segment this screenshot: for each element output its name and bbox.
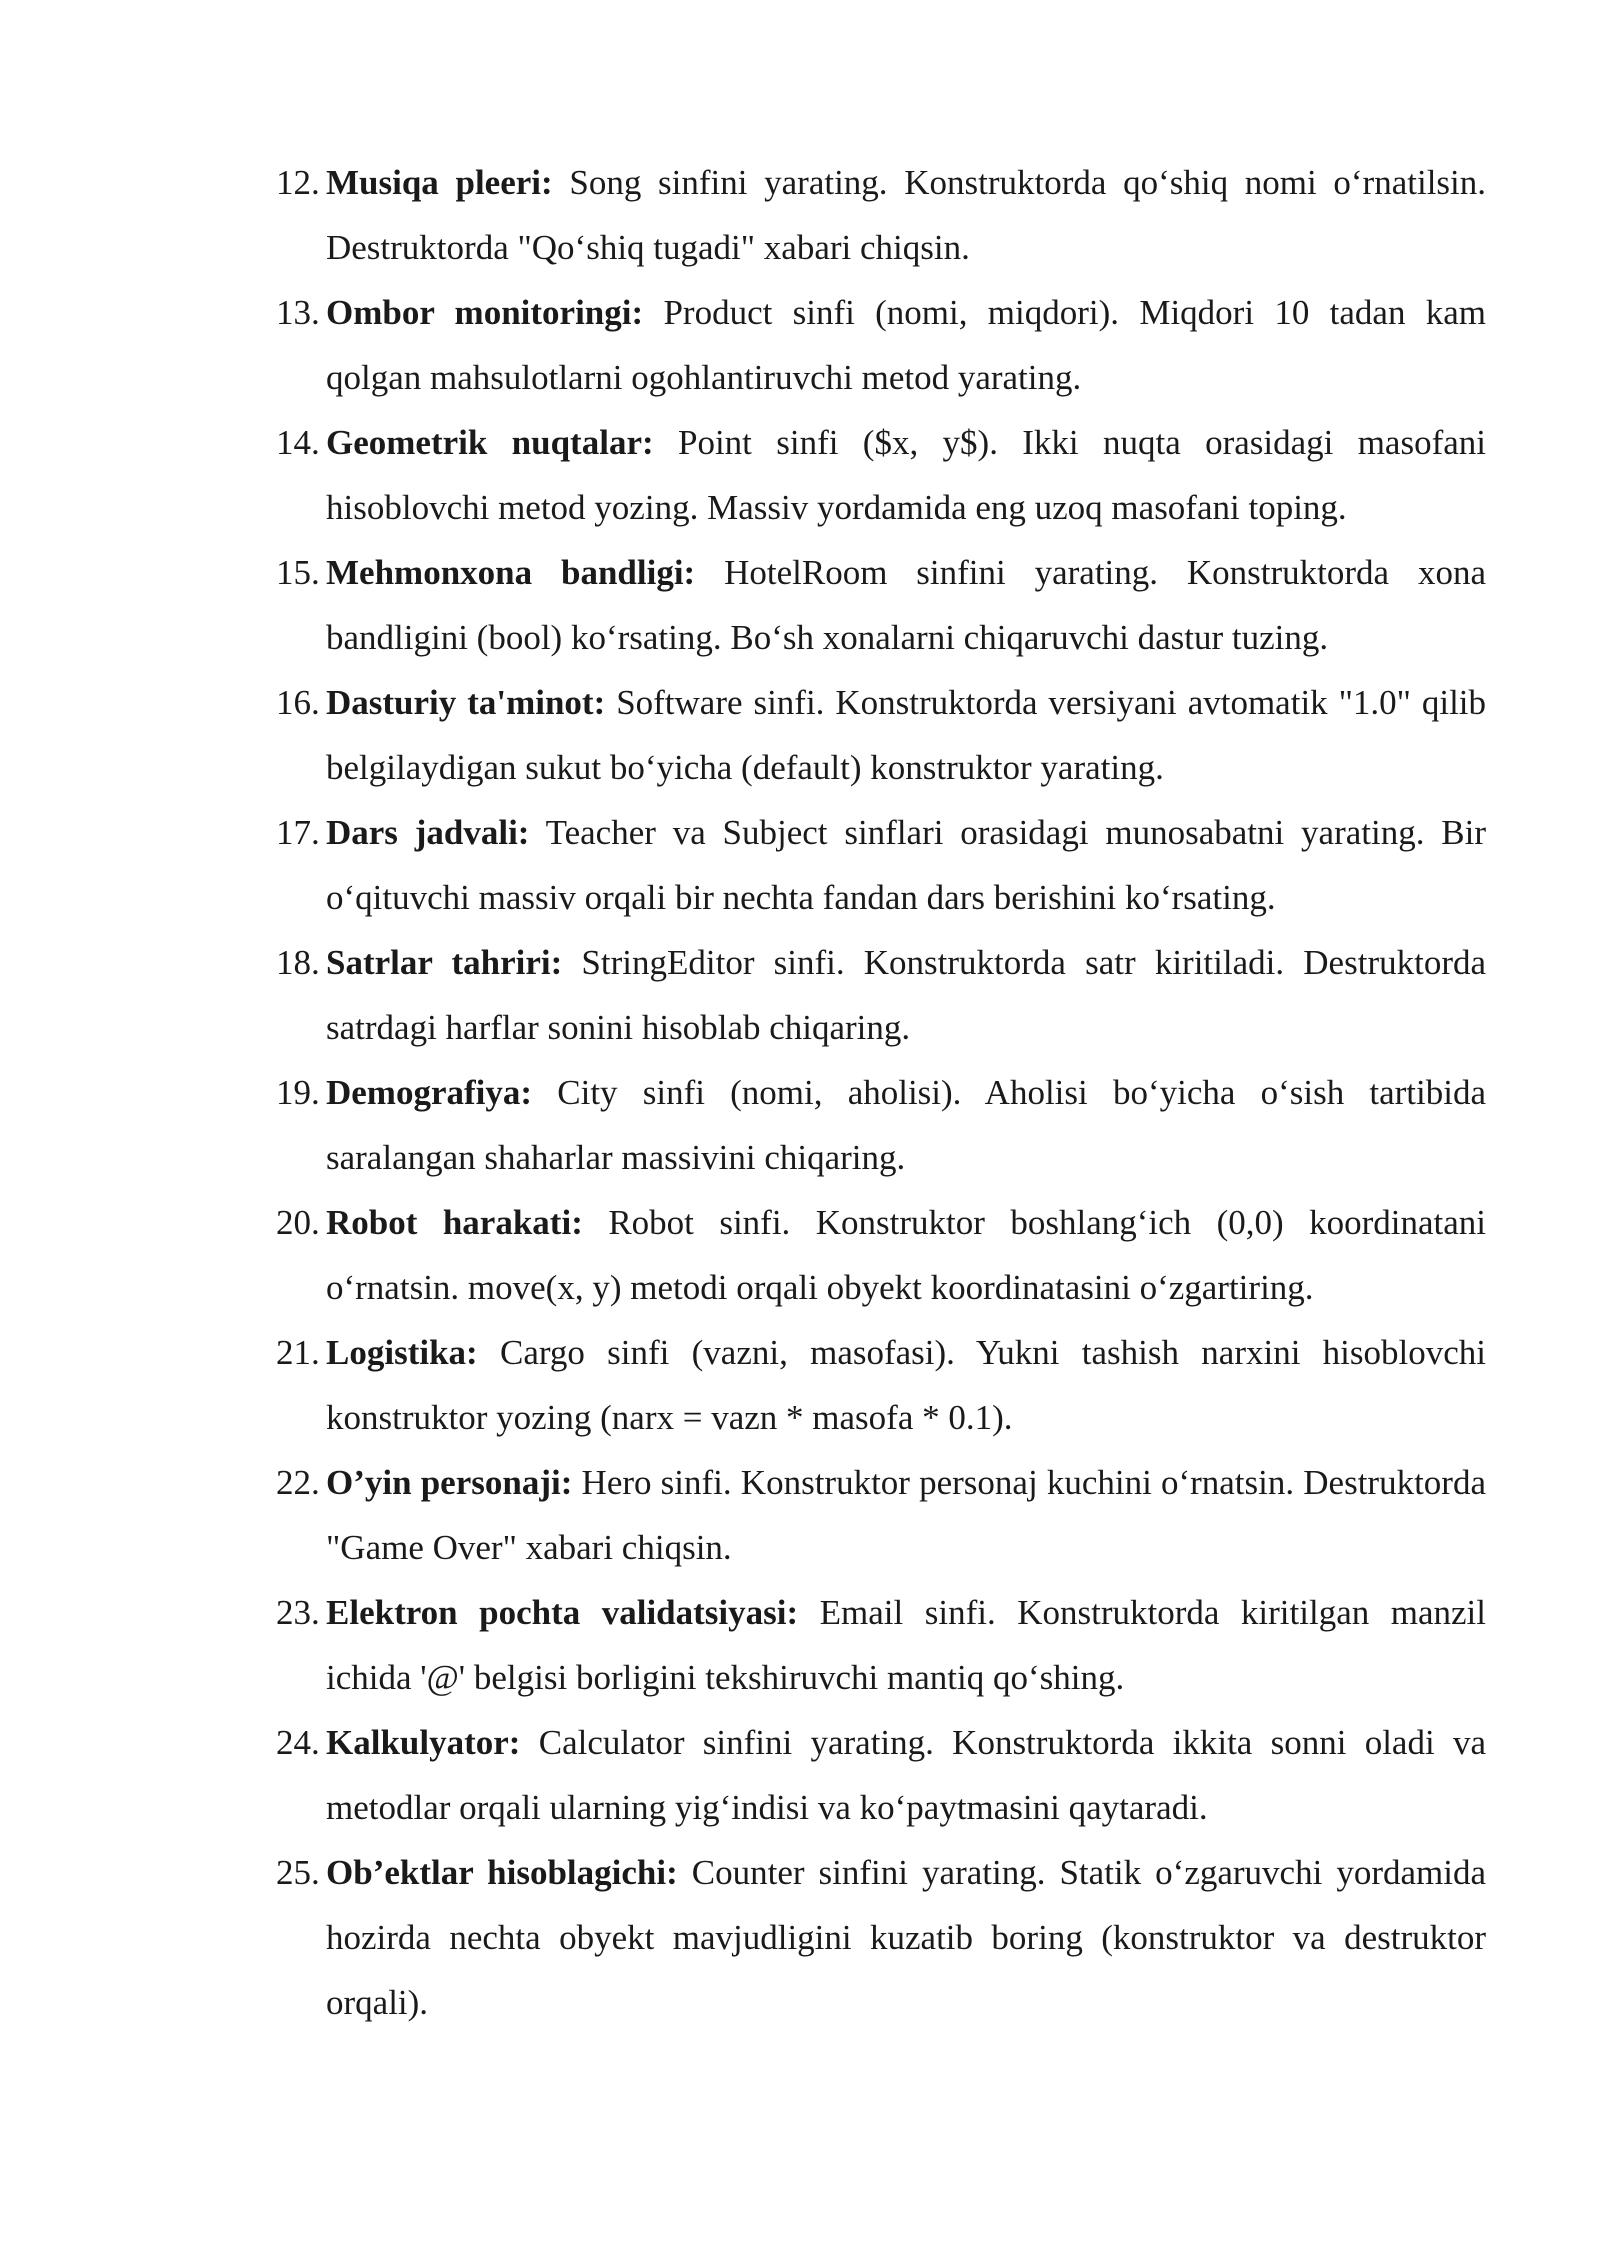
item-title: Robot harakati: (326, 1203, 583, 1242)
item-number: 22. (276, 1463, 320, 1502)
item-text: StringEditor sinfi. Konstruktorda satr kiritiladi. Destruktorda satrdagi harflar sonini hisoblab chiqaring. (326, 943, 1487, 1047)
item-text: Cargo sinfi (vazni, masofasi). Yukni tashish narxini hisoblovchi konstruktor yozing (narx = vazn * masofa * 0.1). (326, 1333, 1487, 1437)
item-title: O’yin personaji: (326, 1463, 573, 1502)
list-item (276, 150, 1486, 280)
item-text: Software sinfi. Konstruktorda versiyani avtomatik "1.0" qilib belgilaydigan sukut bo‘yicha (default) konstruktor yarating. (326, 683, 1487, 787)
item-text: Song sinfini yarating. Konstruktorda qo‘shiq nomi o‘rnatilsin. Destruktorda "Qo‘shiq tugadi" xabari chiqsin. (326, 163, 1487, 267)
item-text: Robot sinfi. Konstruktor boshlang‘ich (0,0) koordinatani o‘rnatsin. move(x, y) metodi orqali obyekt koordinatasini o‘zgartiring. (326, 1203, 1487, 1307)
list-item (276, 1060, 1486, 1190)
list-item (276, 670, 1486, 800)
item-number: 21. (276, 1333, 320, 1372)
item-text: Counter sinfini yarating. Statik o‘zgaruvchi yordamida hozirda nechta obyekt mavjudligini kuzatib boring (konstruktor va destruktor orqali). (326, 1853, 1486, 2022)
item-text: Email sinfi. Konstruktorda kiritilgan manzil ichida '@' belgisi borligini tekshiruvchi mantiq qo‘shing. (326, 1593, 1486, 1697)
list-item (276, 280, 1486, 410)
item-title: Dars jadvali: (326, 813, 530, 852)
item-title: Kalkulyator: (326, 1723, 521, 1762)
list-item (276, 540, 1486, 670)
list-item (276, 1710, 1486, 1840)
list-item (276, 1190, 1486, 1320)
item-title: Ob’ektlar hisoblagichi: (326, 1853, 678, 1892)
item-title: Musiqa pleeri: (326, 163, 553, 202)
item-title: Dasturiy ta'minot: (326, 683, 606, 722)
item-title: Mehmonxona bandligi: (326, 553, 696, 592)
list-item (276, 1450, 1486, 1580)
task-list (276, 150, 1486, 2035)
item-number: 25. (276, 1853, 320, 1892)
item-number: 20. (276, 1203, 320, 1242)
item-number: 17. (276, 813, 320, 852)
item-text: Teacher va Subject sinflari orasidagi munosabatni yarating. Bir o‘qituvchi massiv orqali bir nechta fandan dars berishini ko‘rsating. (326, 813, 1486, 917)
item-number: 19. (276, 1073, 320, 1112)
item-text: HotelRoom sinfini yarating. Konstruktorda xona bandligini (bool) ko‘rsating. Bo‘sh xonalarni chiqaruvchi dastur tuzing. (326, 553, 1486, 657)
item-number: 16. (276, 683, 320, 722)
item-title: Satrlar tahriri: (326, 943, 563, 982)
list-item (276, 930, 1486, 1060)
item-number: 15. (276, 553, 320, 592)
list-item (276, 1580, 1486, 1710)
item-text: Hero sinfi. Konstruktor personaj kuchini o‘rnatsin. Destruktorda "Game Over" xabari chiqsin. (326, 1463, 1486, 1567)
item-text: City sinfi (nomi, aholisi). Aholisi bo‘yicha o‘sish tartibida saralangan shaharlar massivini chiqaring. (326, 1073, 1487, 1177)
item-number: 18. (276, 943, 320, 982)
item-number: 13. (276, 293, 320, 332)
item-title: Elektron pochta validatsiyasi: (326, 1593, 799, 1632)
item-title: Ombor monitoringi: (326, 293, 644, 332)
item-number: 24. (276, 1723, 320, 1762)
item-number: 23. (276, 1593, 320, 1632)
item-title: Demografiya: (326, 1073, 533, 1112)
item-number: 12. (276, 163, 320, 202)
list-item (276, 800, 1486, 930)
item-title: Logistika: (326, 1333, 478, 1372)
list-item (276, 1320, 1486, 1450)
item-text: Calculator sinfini yarating. Konstruktorda ikkita sonni oladi va metodlar orqali ularning yig‘indisi va ko‘paytmasini qaytaradi. (326, 1723, 1486, 1827)
list-item (276, 410, 1486, 540)
item-text: Point sinfi ($x, y$). Ikki nuqta orasidagi masofani hisoblovchi metod yozing. Massiv yordamida eng uzoq masofani toping. (326, 423, 1487, 527)
item-number: 14. (276, 423, 320, 462)
item-title: Geometrik nuqtalar: (326, 423, 654, 462)
item-text: Product sinfi (nomi, miqdori). Miqdori 10 tadan kam qolgan mahsulotlarni ogohlantiruvchi metod yarating. (326, 293, 1486, 397)
list-item (276, 1840, 1486, 2035)
